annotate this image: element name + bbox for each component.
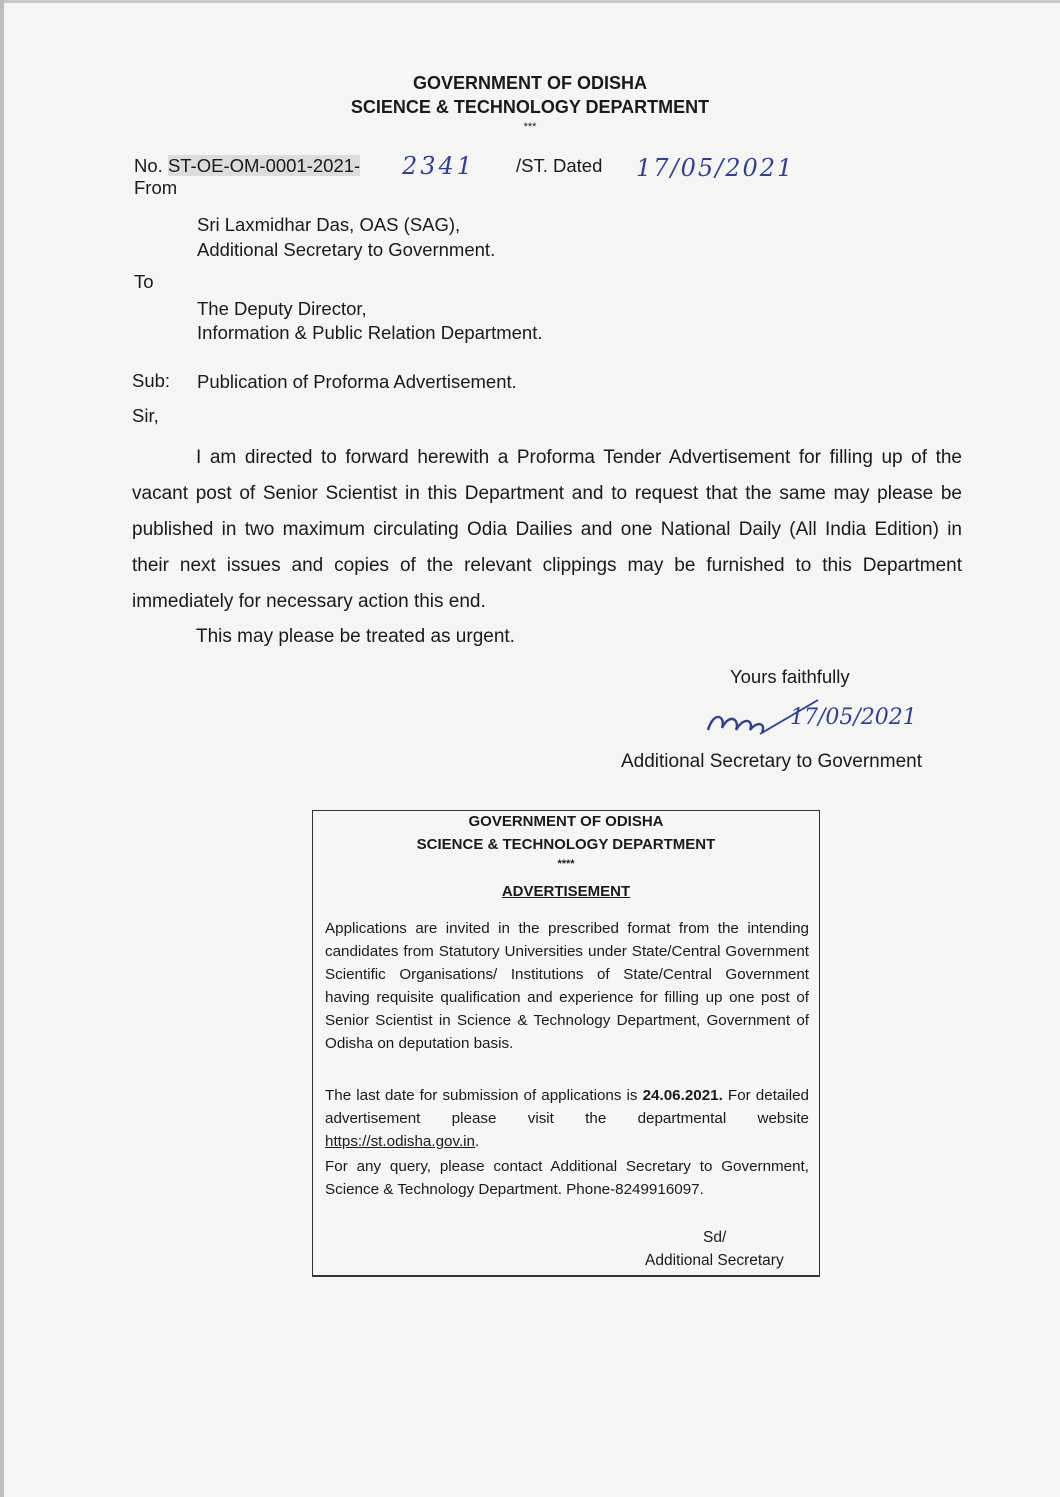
from-designation: Additional Secretary to Government.: [197, 239, 496, 260]
from-name: Sri Laxmidhar Das, OAS (SAG),: [197, 214, 461, 235]
ad-deadline-end: .: [475, 1133, 480, 1150]
ad-last-date: 24.06.2021.: [642, 1087, 723, 1104]
signature-date: 17/05/2021: [790, 705, 917, 730]
reference-file-number: ST-OE-OM-0001-2021-: [167, 155, 361, 176]
scan-top-edge: [0, 0, 1060, 3]
body-urgent-line: This may please be treated as urgent.: [196, 626, 515, 647]
salutation: Sir,: [132, 405, 159, 426]
reference-suffix: /ST. Dated: [516, 155, 603, 176]
subject-label: Sub:: [132, 370, 171, 391]
body-paragraph: I am directed to forward herewith a Proforma Tender Advertisement for filling up of the vacant post of Senior Scientist in this Department and to request that the same may please be published in two maximum circulating Odia Dailies and one National Daily (All India Edition) in their next issues and copies of the relevant clippings may be furnished to this Department immediately for necessary action this end.: [132, 447, 962, 612]
to-recipient: The Deputy Director,: [197, 298, 367, 319]
closing-yours-faithfully: Yours faithfully: [730, 666, 850, 687]
handwritten-letter-number: 2341: [402, 152, 476, 180]
scan-left-edge: [0, 0, 4, 1497]
letterhead-separator: ***: [523, 121, 537, 133]
ad-paragraph-query: For any query, please contact Additional Secretary to Government, Science & Technology Department. Phone-8249916097.: [325, 1158, 809, 1198]
ad-separator: ****: [557, 858, 575, 870]
reference-line: [134, 155, 360, 177]
ad-title: ADVERTISEMENT: [501, 883, 631, 900]
ad-paragraph-deadline: [325, 1084, 809, 1153]
ad-signatory: Additional Secretary: [645, 1252, 784, 1269]
ad-paragraph-invitation: Applications are invited in the prescribed format from the intending candidates from Statutory Universities under State/Central Government Scientific Organisations/ Institutions of State/Central Government having requisite qualification and experience for filling up one post of Senior Scientist in Science & Technology Department, Government of Odisha on deputation basis.: [325, 920, 809, 1052]
from-label: From: [134, 177, 178, 198]
reference-no-prefix: No.: [134, 155, 168, 176]
ad-deadline-suffix: For detailed advertisement please visit the departmental website: [325, 1087, 810, 1127]
ad-website-link[interactable]: https://st.odisha.gov.in: [325, 1133, 475, 1150]
letterhead-department: SCIENCE & TECHNOLOGY DEPARTMENT: [350, 97, 710, 117]
closing-designation: Additional Secretary to Government: [621, 751, 922, 772]
to-label: To: [134, 271, 154, 292]
ad-department: SCIENCE & TECHNOLOGY DEPARTMENT: [416, 836, 716, 853]
ad-sd: Sd/: [703, 1229, 727, 1246]
to-department: Information & Public Relation Department.: [197, 322, 543, 343]
advertisement-box: [312, 810, 820, 1277]
handwritten-letter-date: 17/05/2021: [636, 154, 795, 182]
subject-text: Publication of Proforma Advertisement.: [197, 371, 517, 392]
ad-deadline-prefix: The last date for submission of applications is: [325, 1087, 643, 1104]
letterhead-government: GOVERNMENT OF ODISHA: [412, 73, 647, 93]
ad-government: GOVERNMENT OF ODISHA: [468, 813, 664, 830]
